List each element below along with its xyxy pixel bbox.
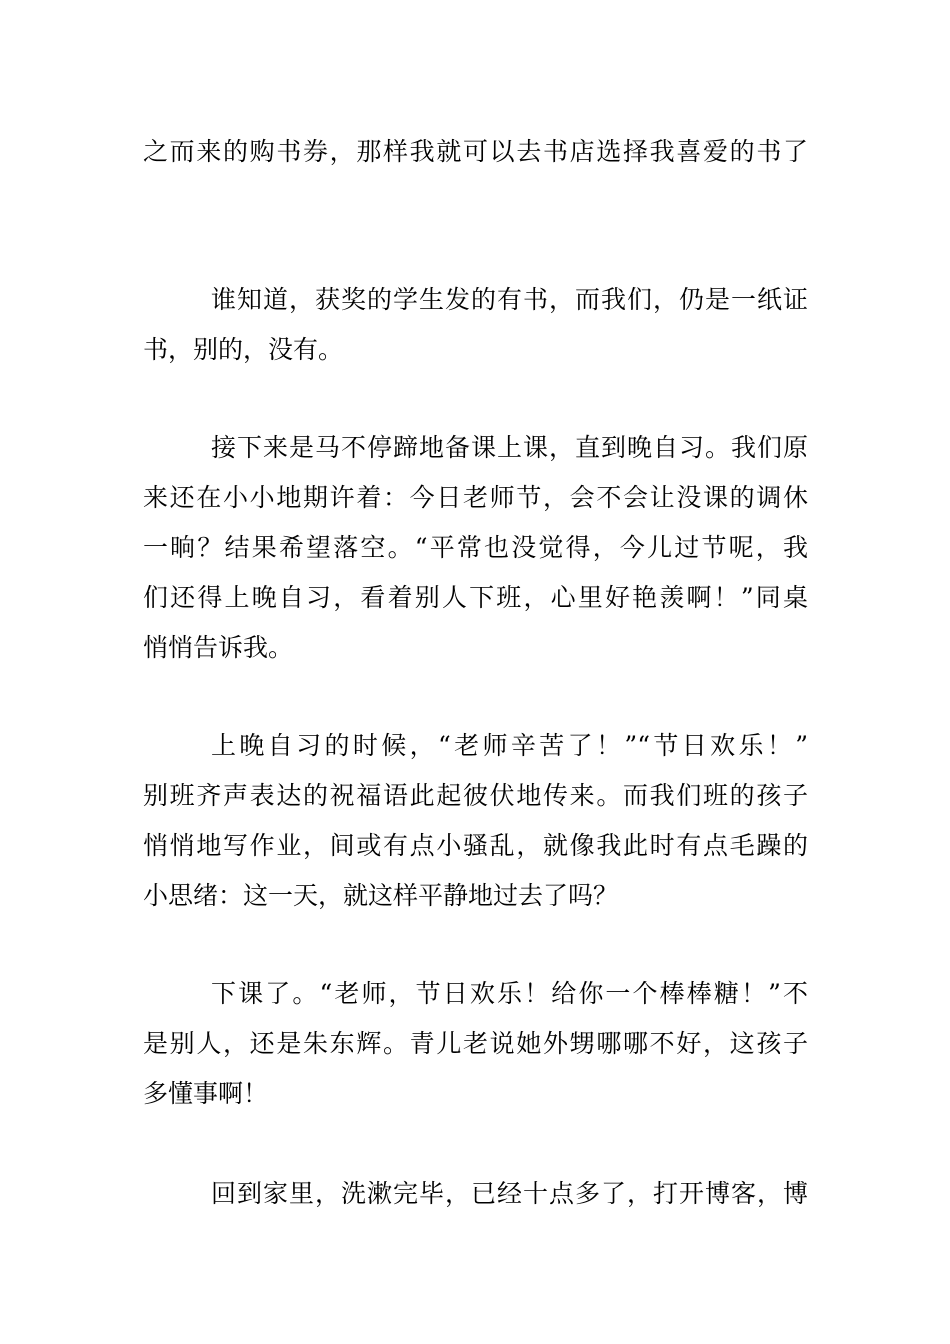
text-line: 回到家里，洗漱完毕，已经十点多了，打开博客，博 <box>211 1179 808 1208</box>
text-line: 悄悄地写作业，间或有点小骚乱，就像我此时有点毛躁的 <box>143 831 808 860</box>
text-line: 接下来是马不停蹄地备课上课，直到晚自习。我们原 <box>211 433 808 462</box>
text-line: 多懂事啊！ <box>143 1079 269 1108</box>
text-line: 之而来的购书券，那样我就可以去书店选择我喜爱的书了 <box>143 137 808 166</box>
text-line: 悄悄告诉我。 <box>143 633 294 662</box>
text-line: 是别人，还是朱东辉。青儿老说她外甥哪哪不好，这孩子 <box>143 1029 808 1058</box>
text-line: 一晌？结果希望落空。“平常也没觉得，今儿过节呢，我 <box>143 533 808 562</box>
text-line: 别班齐声表达的祝福语此起彼伏地传来。而我们班的孩子 <box>143 781 808 810</box>
text-line: 们还得上晚自习，看着别人下班，心里好艳羡啊！”同桌 <box>143 583 808 612</box>
text-line: 下课了。“老师，节日欢乐！给你一个棒棒糖！”不 <box>211 979 808 1008</box>
text-line: 来还在小小地期许着：今日老师节，会不会让没课的调休 <box>143 483 808 512</box>
text-line: 小思绪：这一天，就这样平静地过去了吗？ <box>143 881 619 910</box>
text-line: 谁知道，获奖的学生发的有书，而我们，仍是一纸证 <box>211 285 808 314</box>
text-line: 上晚自习的时候，“老师辛苦了！”“节日欢乐！” <box>211 731 808 760</box>
text-line: 书，别的，没有。 <box>143 335 344 364</box>
